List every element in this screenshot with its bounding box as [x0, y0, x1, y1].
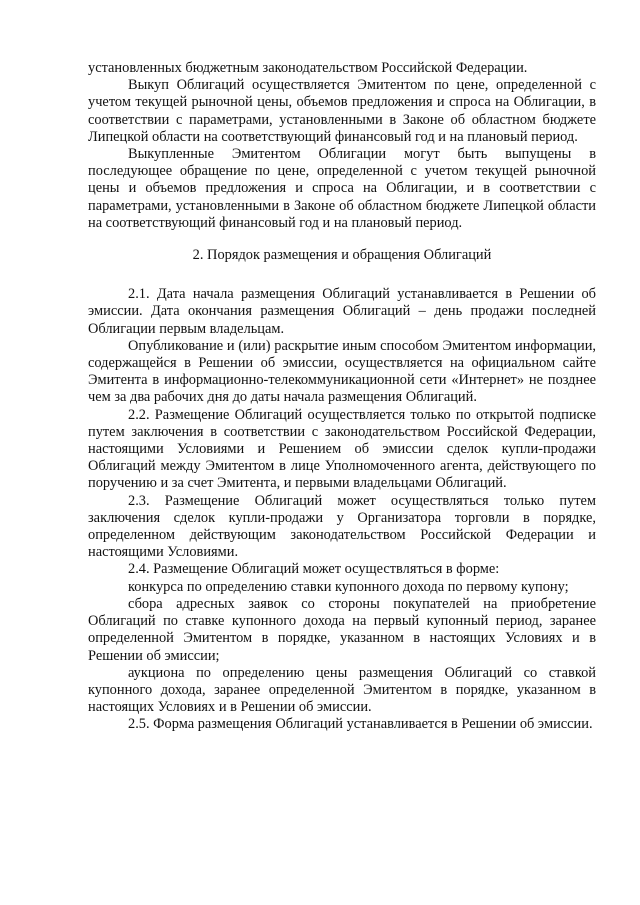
paragraph-bond-reissue: Выкупленные Эмитентом Облигации могут быть выпущены в последующее обращение по цене, определенной с учетом текущей рыночной цены и объемов предложения и спроса на Облигации, и в соответствии с параметрами, установленными в Законе об областном бюджете Липецкой области на соответствующий финансовый год и на плановый период. [88, 146, 596, 231]
paragraph-2-3: 2.3. Размещение Облигаций может осуществляться только путем заключения сделок купли-продажи у Организатора торговли в порядке, определенном действующим законодательством Российской Федерации и настоящими Условиями. [88, 492, 596, 561]
list-item-competition: конкурса по определению ставки купонного дохода по первому купону; [128, 578, 569, 595]
paragraph-continuation: установленных бюджетным законодательством Российской Федерации. [88, 60, 528, 76]
list-item-auction: аукциона по определению цены размещения Облигаций со ставкой купонного дохода, заранее определенной Эмитентом в порядке, указанном в настоящих Условиях и в Решении об эмиссии. [88, 664, 596, 716]
document-page [88, 60, 596, 734]
paragraph-2-2: 2.2. Размещение Облигаций осуществляется только по открытой подписке путем заключения в соответствии с законодательством Российской Федерации, настоящими Условиями и Решением об эмиссии сделок купли-продажи Облигаций между Эмитентом в лице Уполномоченного агента, действующего по поручению и за счет Эмитента, и первыми владельцами Облигаций. [88, 406, 596, 492]
paragraph-2-5: 2.5. Форма размещения Облигаций устанавливается в Решении об эмиссии. [128, 716, 593, 733]
paragraph-2-4: 2.4. Размещение Облигаций может осуществляться в форме: [128, 561, 500, 578]
list-item-book-building: сбора адресных заявок со стороны покупателей на приобретение Облигаций по ставке купонного дохода на первый купонный период, заранее определенной Эмитентом в порядке, указанном в настоящих Условиях и в Решении об эмиссии; [88, 595, 596, 664]
section-title: 2. Порядок размещения и обращения Облигаций [192, 247, 492, 264]
paragraph-bond-buyback: Выкуп Облигаций осуществляется Эмитентом по цене, определенной с учетом текущей рыночной цены, объемов предложения и спроса на Облигации, в соответствии с параметрами, установленными в Законе об областном бюджете Липецкой области на соответствующий финансовый год и на плановый период. [88, 77, 596, 145]
paragraph-disclosure: Опубликование и (или) раскрытие иным способом Эмитентом информации, содержащейся в Решении об эмиссии, осуществляется на официальном сайте Эмитента в информационно-телекоммуникационной сети «Интернет» не позднее чем за два рабочих дня до даты начала размещения Облигаций. [88, 337, 596, 406]
paragraph-2-1: 2.1. Дата начала размещения Облигаций устанавливается в Решении об эмиссии. Дата окончания размещения Облигаций – день продажи последней Облигации первым владельцам. [88, 286, 596, 337]
